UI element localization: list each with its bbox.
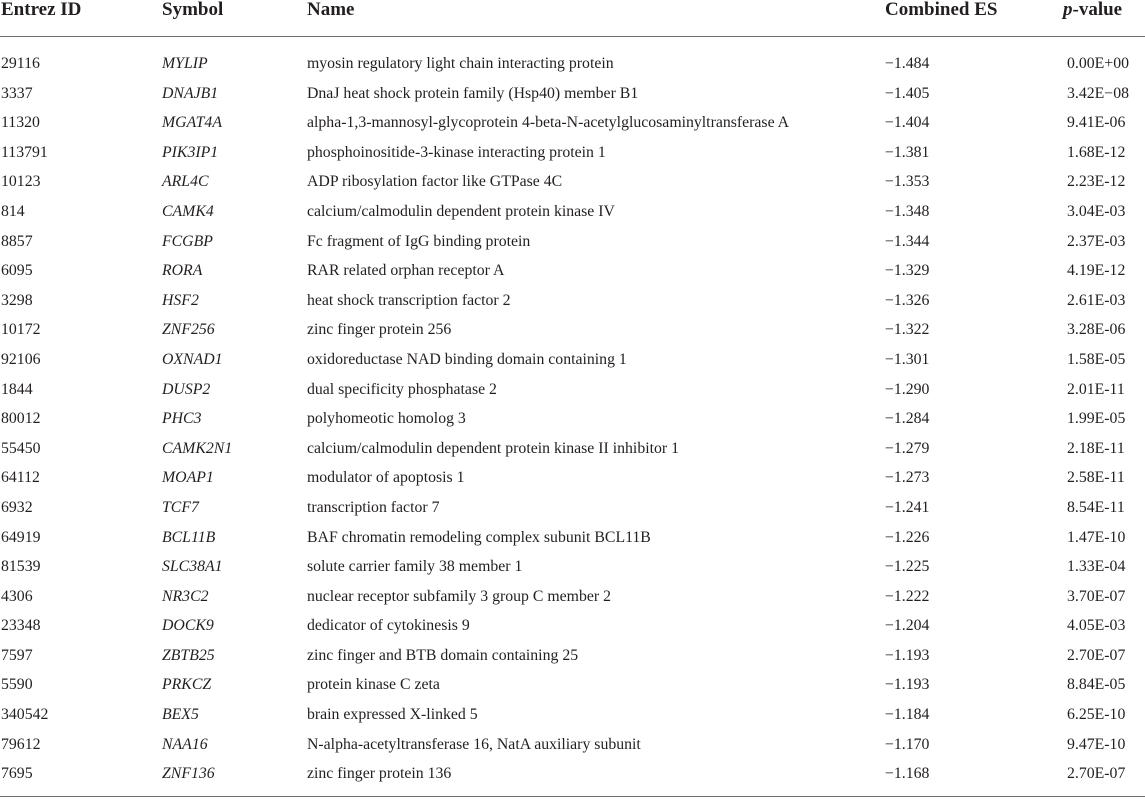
cell-combined-es: −1.193 <box>885 676 930 694</box>
cell-name: nuclear receptor subfamily 3 group C member 2 <box>307 587 611 605</box>
cell-entrez-id: 79612 <box>1 735 41 753</box>
table-row <box>0 451 1145 487</box>
cell-name: zinc finger protein 256 <box>307 321 452 339</box>
table-row <box>0 540 1145 576</box>
header-p-italic: p <box>1063 0 1073 20</box>
cell-symbol: HSF2 <box>162 291 199 309</box>
table-row <box>0 333 1145 368</box>
cell-p-value: 2.18E-11 <box>1067 439 1125 457</box>
cell-symbol: DNAJB1 <box>162 84 219 102</box>
cell-symbol: DUSP2 <box>162 380 211 398</box>
cell-entrez-id: 814 <box>1 202 25 220</box>
cell-entrez-id: 11320 <box>1 114 40 132</box>
cell-combined-es: −1.204 <box>885 617 930 635</box>
cell-name: N-alpha-acetyltransferase 16, NatA auxiliary subunit <box>307 735 641 753</box>
cell-symbol: PIK3IP1 <box>162 143 219 161</box>
table-row <box>0 422 1145 457</box>
cell-entrez-id: 340542 <box>1 706 49 724</box>
table-row <box>0 511 1145 546</box>
table-row <box>0 599 1145 635</box>
cell-name: brain expressed X-linked 5 <box>307 706 478 724</box>
table-row <box>0 303 1145 339</box>
header-symbol: Symbol <box>162 0 224 20</box>
cell-symbol: BCL11B <box>162 528 216 546</box>
cell-entrez-id: 92106 <box>1 350 41 368</box>
cell-p-value: 0.00E+00 <box>1067 55 1129 72</box>
header-entrez-id: Entrez ID <box>1 0 82 20</box>
cell-symbol: MGAT4A <box>162 114 222 132</box>
cell-symbol: OXNAD1 <box>162 350 223 368</box>
cell-combined-es: −1.404 <box>885 114 930 132</box>
cell-combined-es: −1.484 <box>885 55 930 72</box>
cell-entrez-id: 80012 <box>1 410 41 428</box>
cell-entrez-id: 113791 <box>1 143 48 161</box>
cell-combined-es: −1.168 <box>885 765 930 783</box>
cell-p-value: 3.28E-06 <box>1067 321 1126 339</box>
cell-p-value: 2.23E-12 <box>1067 173 1126 191</box>
cell-entrez-id: 6095 <box>1 262 33 280</box>
cell-name: DnaJ heat shock protein family (Hsp40) member B1 <box>307 84 639 102</box>
cell-entrez-id: 64112 <box>1 469 40 487</box>
cell-p-value: 8.54E-11 <box>1067 498 1125 516</box>
cell-combined-es: −1.348 <box>885 202 930 220</box>
cell-entrez-id: 29116 <box>1 55 40 72</box>
cell-name: oxidoreductase NAD binding domain containing 1 <box>307 350 627 368</box>
header-combined-es: Combined ES <box>885 0 998 20</box>
cell-symbol: RORA <box>162 262 203 280</box>
table-row <box>0 629 1145 664</box>
cell-p-value: 9.47E-10 <box>1067 735 1126 753</box>
table-body <box>0 37 1145 783</box>
cell-p-value: 1.58E-05 <box>1067 350 1126 368</box>
cell-p-value: 2.01E-11 <box>1067 380 1125 398</box>
cell-symbol: MYLIP <box>162 55 208 72</box>
cell-symbol: CAMK4 <box>162 202 214 220</box>
table-row <box>0 481 1145 516</box>
table-row <box>0 37 1145 72</box>
cell-p-value: 8.84E-05 <box>1067 676 1126 694</box>
cell-name: RAR related orphan receptor A <box>307 262 505 280</box>
cell-entrez-id: 3298 <box>1 291 33 309</box>
table-row <box>0 126 1145 161</box>
header-p-value <box>1063 0 1122 21</box>
cell-symbol: MOAP1 <box>162 469 214 487</box>
cell-combined-es: −1.381 <box>885 143 930 161</box>
header-name: Name <box>307 0 355 20</box>
cell-symbol: PRKCZ <box>162 676 212 694</box>
table-row <box>0 363 1145 398</box>
cell-p-value: 3.04E-03 <box>1067 202 1126 220</box>
cell-combined-es: −1.326 <box>885 291 930 309</box>
cell-entrez-id: 4306 <box>1 587 33 605</box>
cell-entrez-id: 10123 <box>1 173 41 191</box>
cell-symbol: CAMK2N1 <box>162 439 233 457</box>
cell-name: modulator of apoptosis 1 <box>307 469 465 487</box>
cell-name: solute carrier family 38 member 1 <box>307 558 523 576</box>
cell-name: dedicator of cytokinesis 9 <box>307 617 470 635</box>
table-row <box>0 67 1145 102</box>
cell-name: calcium/calmodulin dependent protein kinase IV <box>307 202 615 220</box>
cell-p-value: 6.25E-10 <box>1067 706 1126 724</box>
cell-combined-es: −1.329 <box>885 262 930 280</box>
cell-combined-es: −1.226 <box>885 528 930 546</box>
cell-combined-es: −1.290 <box>885 380 930 398</box>
cell-name: calcium/calmodulin dependent protein kinase II inhibitor 1 <box>307 439 679 457</box>
table-row <box>0 244 1145 280</box>
cell-name: polyhomeotic homolog 3 <box>307 410 466 428</box>
cell-combined-es: −1.353 <box>885 173 930 191</box>
cell-entrez-id: 23348 <box>1 617 41 635</box>
table-row <box>0 747 1145 783</box>
cell-combined-es: −1.225 <box>885 558 930 576</box>
cell-entrez-id: 8857 <box>1 232 33 250</box>
cell-combined-es: −1.322 <box>885 321 930 339</box>
table-row <box>0 274 1145 309</box>
cell-entrez-id: 55450 <box>1 439 41 457</box>
cell-entrez-id: 10172 <box>1 321 41 339</box>
cell-symbol: ZBTB25 <box>162 646 215 664</box>
cell-combined-es: −1.344 <box>885 232 930 250</box>
cell-p-value: 2.70E-07 <box>1067 646 1126 664</box>
cell-p-value: 1.68E-12 <box>1067 143 1126 161</box>
cell-name: phosphoinositide-3-kinase interacting protein 1 <box>307 143 606 161</box>
cell-p-value: 9.41E-06 <box>1067 114 1126 132</box>
table-row <box>0 215 1145 250</box>
cell-name: Fc fragment of IgG binding protein <box>307 232 531 250</box>
cell-name: zinc finger protein 136 <box>307 765 452 783</box>
cell-name: ADP ribosylation factor like GTPase 4C <box>307 173 563 191</box>
cell-p-value: 2.37E-03 <box>1067 232 1126 250</box>
cell-entrez-id: 1844 <box>1 380 33 398</box>
cell-name: dual specificity phosphatase 2 <box>307 380 497 398</box>
cell-combined-es: −1.222 <box>885 587 930 605</box>
cell-symbol: NAA16 <box>162 735 208 753</box>
table-row <box>0 718 1145 753</box>
table-row <box>0 155 1145 191</box>
table-header <box>0 0 1145 37</box>
cell-combined-es: −1.284 <box>885 410 930 428</box>
table-row <box>0 570 1145 605</box>
cell-combined-es: −1.184 <box>885 706 930 724</box>
table-row <box>0 392 1145 428</box>
cell-p-value: 1.99E-05 <box>1067 410 1126 428</box>
cell-entrez-id: 5590 <box>1 676 33 694</box>
cell-name: transcription factor 7 <box>307 498 440 516</box>
cell-p-value: 4.19E-12 <box>1067 262 1126 280</box>
cell-combined-es: −1.273 <box>885 469 930 487</box>
cell-name: alpha-1,3-mannosyl-glycoprotein 4-beta-N-acetylglucosaminyltransferase A <box>307 114 790 132</box>
cell-symbol: ARL4C <box>162 173 209 191</box>
table-row <box>0 688 1145 724</box>
cell-name: protein kinase C zeta <box>307 676 440 694</box>
cell-p-value: 3.42E−08 <box>1067 84 1129 102</box>
cell-name: zinc finger and BTB domain containing 25 <box>307 646 579 664</box>
cell-p-value: 1.47E-10 <box>1067 528 1126 546</box>
table-row <box>0 185 1145 220</box>
table-row <box>0 658 1145 694</box>
cell-symbol: ZNF256 <box>162 321 215 339</box>
cell-entrez-id: 6932 <box>1 498 33 516</box>
cell-symbol: FCGBP <box>162 232 213 250</box>
cell-p-value: 2.70E-07 <box>1067 765 1126 783</box>
cell-symbol: BEX5 <box>162 706 199 724</box>
cell-symbol: TCF7 <box>162 498 199 516</box>
cell-symbol: NR3C2 <box>162 587 209 605</box>
cell-p-value: 3.70E-07 <box>1067 587 1126 605</box>
cell-p-value: 4.05E-03 <box>1067 617 1126 635</box>
cell-symbol: DOCK9 <box>162 617 214 635</box>
cell-combined-es: −1.405 <box>885 84 930 102</box>
cell-combined-es: −1.241 <box>885 498 930 516</box>
cell-combined-es: −1.170 <box>885 735 930 753</box>
cell-p-value: 2.58E-11 <box>1067 469 1125 487</box>
header-p-rest: -value <box>1072 0 1123 20</box>
cell-combined-es: −1.193 <box>885 646 930 664</box>
cell-p-value: 2.61E-03 <box>1067 291 1126 309</box>
cell-name: BAF chromatin remodeling complex subunit BCL11B <box>307 528 651 546</box>
cell-symbol: ZNF136 <box>162 765 215 783</box>
cell-combined-es: −1.279 <box>885 439 930 457</box>
cell-entrez-id: 64919 <box>1 528 41 546</box>
cell-name: myosin regulatory light chain interacting protein <box>307 55 614 72</box>
cell-combined-es: −1.301 <box>885 350 930 368</box>
cell-entrez-id: 81539 <box>1 558 41 576</box>
cell-symbol: SLC38A1 <box>162 558 223 576</box>
cell-entrez-id: 7695 <box>1 765 33 783</box>
cell-symbol: PHC3 <box>162 410 202 428</box>
table-row <box>0 96 1145 132</box>
cell-name: heat shock transcription factor 2 <box>307 291 511 309</box>
cell-entrez-id: 7597 <box>1 646 33 664</box>
cell-p-value: 1.33E-04 <box>1067 558 1126 576</box>
bottom-rule <box>0 796 1145 797</box>
cell-entrez-id: 3337 <box>1 84 33 102</box>
